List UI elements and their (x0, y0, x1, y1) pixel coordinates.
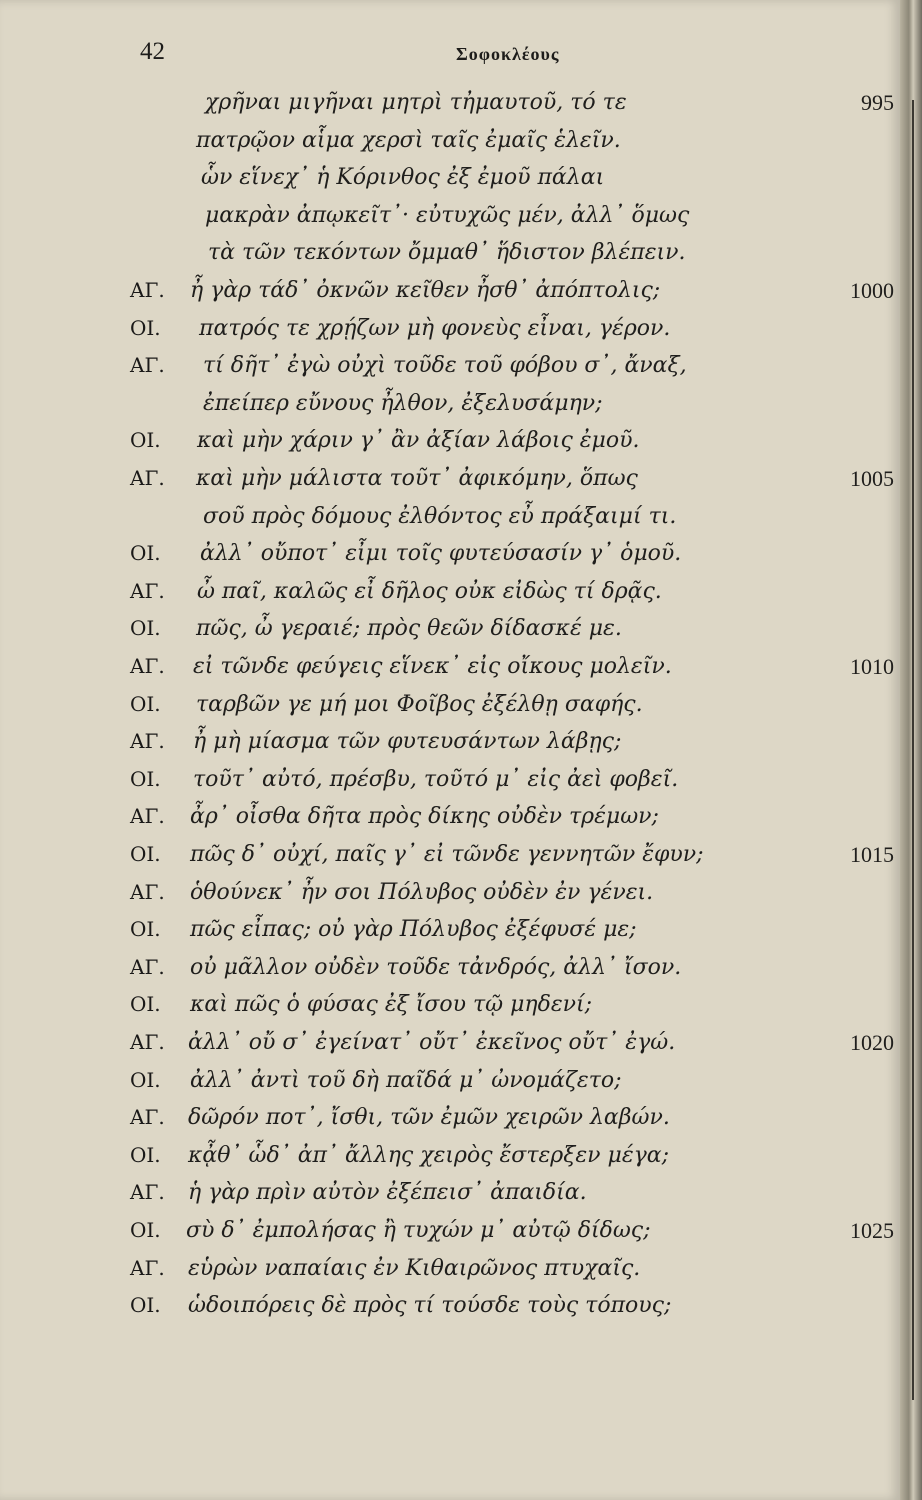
speaker-label: ΟΙ. (130, 917, 161, 942)
speaker-label: ΟΙ. (130, 842, 161, 866)
speaker-label: ΟΙ. (130, 992, 161, 1017)
verse-text: χρῆναι μιγῆναι μητρὶ τἠμαυτοῦ, τό τε (205, 90, 627, 115)
verse-line (0, 353, 900, 393)
verse-line (0, 767, 900, 807)
verse-text: πῶς, ὦ γεραιέ; πρὸς θεῶν δίδασκέ με. (196, 616, 622, 642)
verse-text: ἐπείπερ εὔνους ἦλθον, ἐξελυσάμην; (203, 390, 603, 416)
line-number: 1010 (850, 654, 894, 679)
speaker-label: ΟΙ. (130, 1293, 161, 1318)
verse-text: πῶς δ᾽ οὐχί, παῖς γ᾽ εἰ τῶνδε γεννητῶν ἔφυν; (190, 842, 704, 867)
verse-line (0, 955, 900, 995)
verse-line (0, 541, 900, 581)
speaker-label: ΑΓ. (130, 278, 165, 302)
verse-text: τοῦτ᾽ αὐτό, πρέσβυ, τοῦτό μ᾽ εἰς ἀεὶ φοβεῖ. (193, 766, 679, 792)
verse-line (0, 278, 900, 318)
line-number: 1025 (850, 1218, 894, 1243)
verse-text: σὺ δ᾽ ἐμπολήσας ἢ τυχών μ᾽ αὐτῷ δίδως; (186, 1218, 651, 1243)
verse-text: σοῦ πρὸς δόμους ἐλθόντος εὖ πράξαιμί τι. (203, 503, 677, 529)
verse-text: καὶ μὴν χάριν γ᾽ ἂν ἀξίαν λάβοις ἐμοῦ. (197, 428, 640, 454)
verse-text: πατρός τε χρῄζων μὴ φονεὺς εἶναι, γέρον. (199, 315, 671, 341)
verse-text: δῶρόν ποτ᾽, ἴσθι, τῶν ἐμῶν χειρῶν λαβών. (188, 1105, 670, 1131)
verse-text: κᾆθ᾽ ὧδ᾽ ἀπ᾽ ἄλλης χειρὸς ἔστερξεν μέγα; (188, 1142, 670, 1168)
verse-text: ὦ παῖ, καλῶς εἶ δῆλος οὐκ εἰδὼς τί δρᾷς. (197, 578, 662, 604)
speaker-label: ΑΓ. (130, 353, 165, 378)
page-number: 42 (140, 38, 165, 65)
verse-line (0, 128, 900, 168)
verse-text: ἀλλ᾽ οὔποτ᾽ εἶμι τοῖς φυτεύσασίν γ᾽ ὁμοῦ. (200, 541, 682, 567)
verse-text: ἀλλ᾽ οὔ σ᾽ ἐγείνατ᾽ οὔτ᾽ ἐκεῖνος οὔτ᾽ ἐγώ. (188, 1030, 676, 1055)
speaker-label: ΟΙ. (130, 315, 161, 340)
verse-text: ἆρ᾽ οἶσθα δῆτα πρὸς δίκης οὐδὲν τρέμων; (190, 804, 659, 830)
verse-line (0, 466, 900, 506)
verse-text: ὁθούνεκ᾽ ἦν σοι Πόλυβος οὐδὲν ἐν γένει. (190, 879, 654, 905)
running-title: Σοφοκλέους (456, 44, 560, 64)
speaker-label: ΑΓ. (130, 879, 165, 904)
verse-text: τί δῆτ᾽ ἐγὼ οὐχὶ τοῦδε τοῦ φόβου σ᾽, ἄναξ, (203, 353, 687, 379)
verse-line (0, 1105, 900, 1145)
verse-line (0, 90, 900, 130)
verse-line (0, 917, 900, 957)
page-edge (900, 0, 922, 1500)
verse-line (0, 391, 900, 431)
verse-line (0, 804, 900, 844)
verse-line (0, 992, 900, 1032)
verse-line (0, 1143, 900, 1183)
verse-text: εὑρὼν ναπαίαις ἐν Κιθαιρῶνος πτυχαῖς. (188, 1255, 641, 1281)
verse-text: μακρὰν ἀπῳκεῖτ᾽· εὐτυχῶς μέν, ἀλλ᾽ ὅμως (205, 202, 690, 228)
verse-line (0, 579, 900, 619)
speaker-label: ΑΓ. (130, 804, 165, 829)
verse-text: ἀλλ᾽ ἀντὶ τοῦ δὴ παῖδά μ᾽ ὠνομάζετο; (190, 1067, 622, 1093)
speaker-label: ΟΙ. (130, 1218, 161, 1242)
verse-text: οὐ μᾶλλον οὐδὲν τοῦδε τἀνδρός, ἀλλ᾽ ἴσον. (190, 954, 682, 980)
verse-text: τὰ τῶν τεκόντων ὄμμαθ᾽ ἥδιστον βλέπειν. (208, 240, 686, 266)
line-number: 1000 (850, 278, 894, 303)
speaker-label: ΟΙ. (130, 541, 161, 566)
speaker-label: ΑΓ. (130, 954, 165, 979)
speaker-label: ΑΓ. (130, 729, 165, 754)
speaker-label: ΑΓ. (130, 1105, 165, 1130)
verse-line (0, 1293, 900, 1333)
verse-text: εἰ τῶνδε φεύγεις εἵνεκ᾽ εἰς οἴκους μολεῖν. (193, 654, 672, 679)
speaker-label: ΟΙ. (130, 1142, 161, 1167)
verse-text: ἦ γὰρ τάδ᾽ ὀκνῶν κεῖθεν ἦσθ᾽ ἀπόπτολις; (190, 278, 661, 303)
verse-text: καὶ μὴν μάλιστα τοῦτ᾽ ἀφικόμην, ὅπως (196, 466, 638, 491)
speaker-label: ΑΓ. (130, 466, 165, 490)
verse-line (0, 1030, 900, 1070)
line-number: 995 (861, 90, 894, 115)
verse-line (0, 428, 900, 468)
speaker-label: ΟΙ. (130, 1067, 161, 1092)
verse-text: ὧν εἵνεχ᾽ ἡ Κόρινθος ἐξ ἐμοῦ πάλαι (201, 165, 605, 191)
verse-text: πῶς εἶπας; οὐ γὰρ Πόλυβος ἐξέφυσέ με; (190, 917, 637, 943)
verse-line (0, 692, 900, 732)
verse-line (0, 316, 900, 356)
verse-text: ὡδοιπόρεις δὲ πρὸς τί τούσδε τοὺς τόπους; (188, 1293, 672, 1319)
verse-line (0, 880, 900, 920)
verse-line (0, 1256, 900, 1296)
verse-text: καὶ πῶς ὁ φύσας ἐξ ἴσου τῷ μηδενί; (190, 992, 593, 1018)
line-number: 1015 (850, 842, 894, 867)
speaker-label: ΟΙ. (130, 616, 161, 641)
verse-line (0, 240, 900, 280)
verse-line (0, 654, 900, 694)
verse-line (0, 729, 900, 769)
speaker-label: ΑΓ. (130, 578, 165, 603)
verse-line (0, 504, 900, 544)
verse-text: ἦ μὴ μίασμα τῶν φυτευσάντων λάβῃς; (193, 729, 622, 755)
speaker-label: ΟΙ. (130, 428, 161, 453)
verse-line (0, 1218, 900, 1258)
verse-text: πατρῷον αἷμα χερσὶ ταῖς ἐμαῖς ἑλεῖν. (196, 127, 621, 153)
speaker-label: ΑΓ. (130, 1255, 165, 1280)
speaker-label: ΑΓ. (130, 1180, 165, 1205)
verse-text: ταρβῶν γε μή μοι Φοῖβος ἐξέλθῃ σαφής. (196, 691, 643, 717)
verse-line (0, 203, 900, 243)
speaker-label: ΑΓ. (130, 1030, 165, 1054)
speaker-label: ΑΓ. (130, 654, 165, 678)
verse-line (0, 165, 900, 205)
line-number: 1005 (850, 466, 894, 491)
verse-line (0, 842, 900, 882)
verse-line (0, 1068, 900, 1108)
speaker-label: ΟΙ. (130, 691, 161, 716)
speaker-label: ΟΙ. (130, 766, 161, 791)
verse-text: ἡ γὰρ πρὶν αὐτὸν ἐξέπεισ᾽ ἀπαιδία. (188, 1180, 587, 1206)
line-number: 1020 (850, 1030, 894, 1055)
verse-line (0, 1180, 900, 1220)
verse-line (0, 616, 900, 656)
